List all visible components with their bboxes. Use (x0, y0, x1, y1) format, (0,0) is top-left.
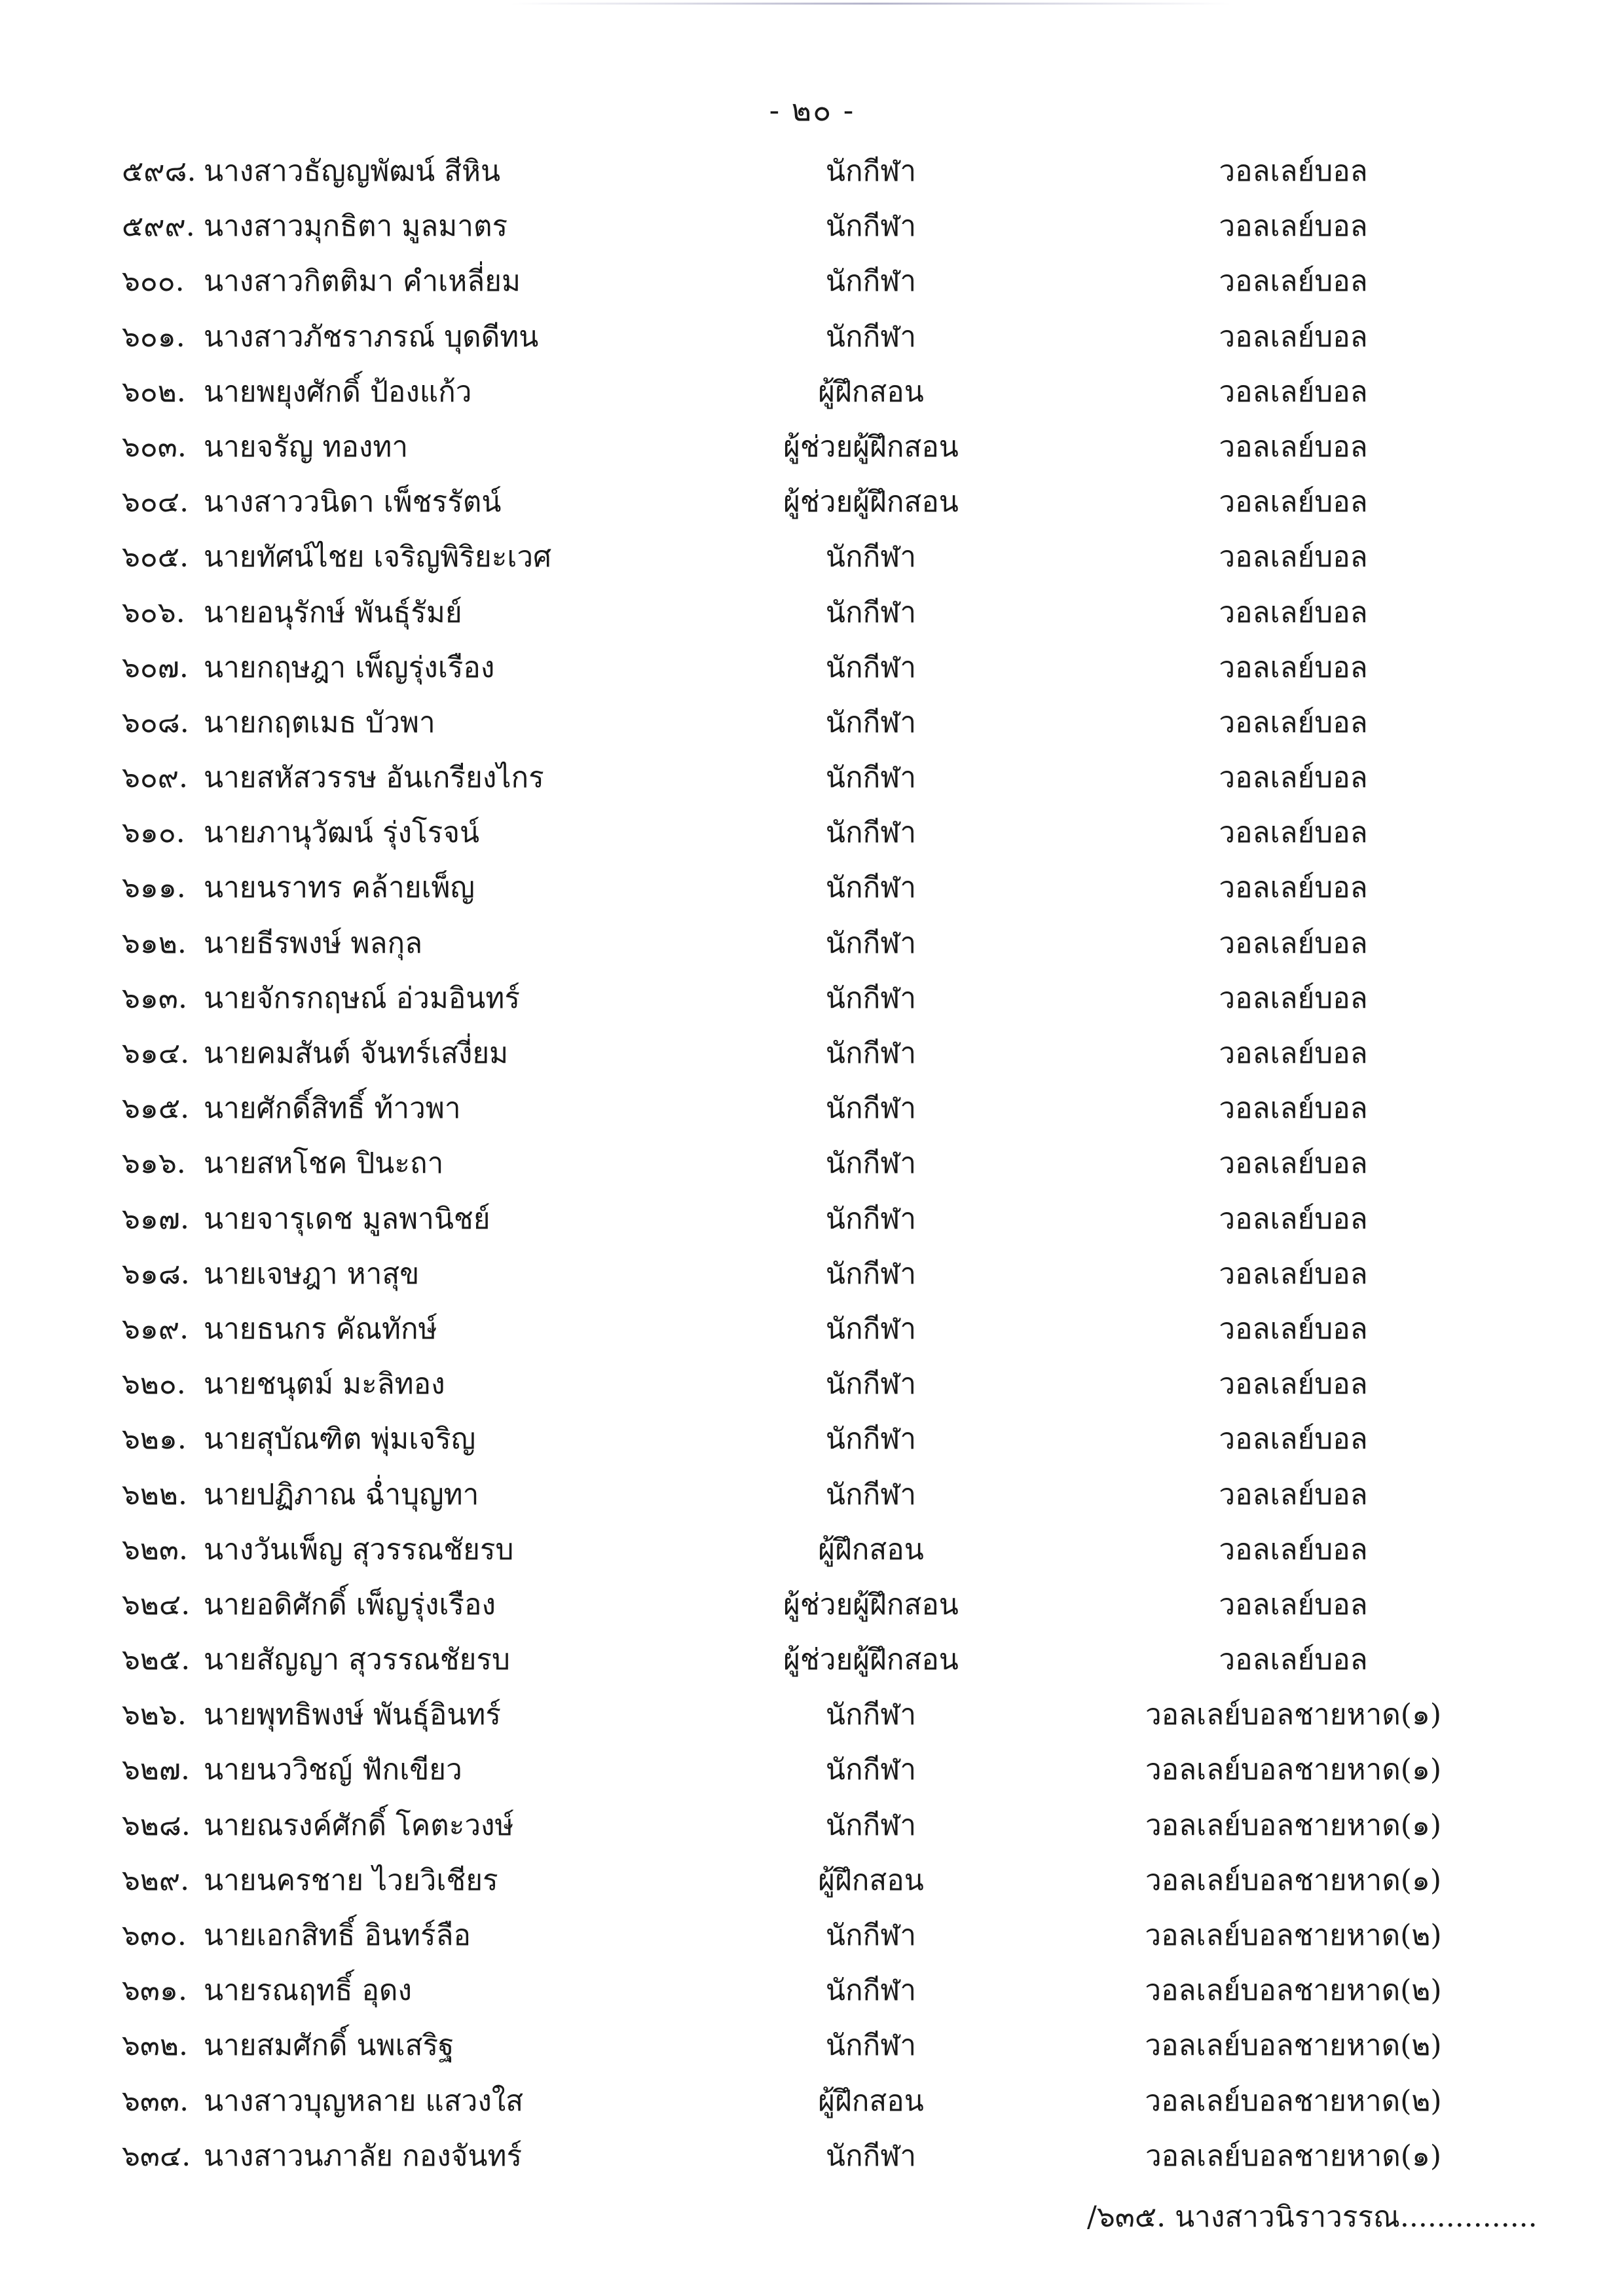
roster-row (0, 1523, 1624, 1578)
person-role: นักกีฬา (825, 816, 917, 850)
person-name: นางสาววนิดา เพ็ชรรัตน์ (204, 485, 502, 519)
sport-name: วอลเลย์บอล (1219, 265, 1368, 299)
person-name: นายสหัสวรรษ อันเกรียงไกร (204, 761, 544, 795)
sport-name: วอลเลย์บอลชายหาด(๑) (1145, 1753, 1442, 1787)
person-role: นักกีฬา (825, 1698, 917, 1732)
entry-number: ๖๒๕. (122, 1643, 191, 1677)
roster-row (0, 1026, 1624, 1081)
sport-name: วอลเลย์บอล (1219, 650, 1368, 684)
sport-name: วอลเลย์บอล (1219, 1477, 1368, 1511)
person-name: นายสัญญา สุวรรณชัยรบ (204, 1643, 510, 1677)
person-name: นายกฤษฎา เพ็ญรุ่งเรือง (204, 650, 495, 684)
person-role: นักกีฬา (825, 155, 917, 188)
sport-name: วอลเลย์บอล (1219, 1587, 1368, 1621)
entry-number: ๖๐๒. (122, 375, 186, 409)
sport-name: วอลเลย์บอล (1219, 761, 1368, 795)
person-name: นางสาวภัชราภรณ์ บุดดีทน (204, 320, 539, 354)
sport-name: วอลเลย์บอลชายหาด(๒) (1145, 1974, 1442, 2008)
person-role: ผู้ช่วยผู้ฝึกสอน (783, 1587, 959, 1621)
person-role: นักกีฬา (825, 1312, 917, 1346)
roster-row (0, 1192, 1624, 1247)
person-role: นักกีฬา (825, 1037, 917, 1070)
person-name: นางสาวกิตติมา คำเหลี่ยม (204, 265, 521, 299)
person-name: นายสุบัณฑิต พุ่มเจริญ (204, 1422, 476, 1456)
roster-row (0, 2129, 1624, 2184)
person-name: นายเอกสิทธิ์ อินทร์ลือ (204, 1919, 471, 1952)
roster-row (0, 1136, 1624, 1191)
roster-row (0, 1302, 1624, 1357)
sport-name: วอลเลย์บอล (1219, 1312, 1368, 1346)
person-name: นางวันเพ็ญ สุวรรณชัยรบ (204, 1532, 514, 1566)
person-name: นายทัศน์ไชย เจริญพิริยะเวศ (204, 540, 552, 574)
sport-name: วอลเลย์บอล (1219, 1643, 1368, 1677)
entry-number: ๖๒๘. (122, 1808, 191, 1842)
person-role: นักกีฬา (825, 1202, 917, 1236)
person-role: ผู้ช่วยผู้ฝึกสอน (783, 485, 959, 519)
entry-number: ๖๒๙. (122, 1863, 190, 1897)
person-name: นายปฏิภาณ ฉ่ำบุญทา (204, 1477, 479, 1511)
entry-number: ๖๒๔. (122, 1587, 191, 1621)
person-name: นายจักรกฤษณ์ อ่วมอินทร์ (204, 981, 520, 1015)
entry-number: ๖๑๕. (122, 1092, 190, 1126)
person-role: นักกีฬา (825, 2139, 917, 2173)
entry-number: ๖๒๒. (122, 1477, 187, 1511)
person-name: นายอดิศักดิ์ เพ็ญรุ่งเรือง (204, 1587, 496, 1621)
person-name: นายชนุตม์ มะลิทอง (204, 1367, 445, 1401)
sport-name: วอลเลย์บอล (1219, 1257, 1368, 1291)
roster-row (0, 585, 1624, 640)
person-role: นักกีฬา (825, 1092, 917, 1126)
sport-name: วอลเลย์บอลชายหาด(๑) (1145, 1698, 1442, 1732)
roster-row (0, 1578, 1624, 1633)
sport-name: วอลเลย์บอล (1219, 871, 1368, 905)
person-role: นักกีฬา (825, 1477, 917, 1511)
person-role: นักกีฬา (825, 926, 917, 960)
entry-number: ๖๒๑. (122, 1422, 187, 1456)
roster-row (0, 1247, 1624, 1302)
person-role: นักกีฬา (825, 981, 917, 1015)
sport-name: วอลเลย์บอล (1219, 926, 1368, 960)
entry-number: ๖๓๐. (122, 1919, 187, 1952)
person-name: นายคมสันต์ จันทร์เสงี่ยม (204, 1037, 509, 1070)
person-name: นายจารุเดช มูลพานิชย์ (204, 1202, 490, 1236)
person-role: นักกีฬา (825, 265, 917, 299)
entry-number: ๖๑๗. (122, 1202, 189, 1236)
person-role: นักกีฬา (825, 761, 917, 795)
sport-name: วอลเลย์บอล (1219, 430, 1368, 464)
roster-row (0, 1081, 1624, 1136)
roster-row (0, 2018, 1624, 2073)
person-role: นักกีฬา (825, 1808, 917, 1842)
person-role: นักกีฬา (825, 320, 917, 354)
entry-number: ๖๐๕. (122, 540, 189, 574)
person-name: นายสมศักดิ์ นพเสริฐ (204, 2029, 454, 2063)
entry-number: ๕๙๙. (122, 210, 195, 244)
person-role: นักกีฬา (825, 1147, 917, 1181)
entry-number: ๖๐๑. (122, 320, 185, 354)
sport-name: วอลเลย์บอล (1219, 1367, 1368, 1401)
sport-name: วอลเลย์บอล (1219, 1037, 1368, 1070)
roster-row (0, 1963, 1624, 2018)
roster-row (0, 805, 1624, 860)
person-name: นางสาวธัญญพัฒน์ สีหิน (204, 155, 501, 188)
entry-number: ๖๑๔. (122, 1037, 190, 1070)
roster-row (0, 310, 1624, 365)
person-role: ผู้ช่วยผู้ฝึกสอน (783, 430, 959, 464)
person-role: นักกีฬา (825, 705, 917, 739)
roster-row (0, 420, 1624, 475)
sport-name: วอลเลย์บอลชายหาด(๒) (1145, 1919, 1442, 1952)
entry-number: ๖๓๔. (122, 2139, 191, 2173)
roster-row (0, 860, 1624, 915)
roster-row (0, 199, 1624, 254)
person-role: นักกีฬา (825, 1367, 917, 1401)
sport-name: วอลเลย์บอลชายหาด(๑) (1145, 1863, 1442, 1897)
sport-name: วอลเลย์บอล (1219, 320, 1368, 354)
roster-row (0, 2074, 1624, 2129)
entry-number: ๕๙๘. (122, 155, 196, 188)
sport-name: วอลเลย์บอล (1219, 595, 1368, 629)
person-role: ผู้ฝึกสอน (818, 1532, 924, 1566)
person-role: นักกีฬา (825, 210, 917, 244)
sport-name: วอลเลย์บอล (1219, 816, 1368, 850)
sport-name: วอลเลย์บอล (1219, 210, 1368, 244)
sport-name: วอลเลย์บอล (1219, 1147, 1368, 1181)
person-name: นายพยุงศักดิ์ ป้องแก้ว (204, 375, 472, 409)
person-role: นักกีฬา (825, 1919, 917, 1952)
roster-row (0, 640, 1624, 695)
roster-row (0, 1633, 1624, 1688)
sport-name: วอลเลย์บอลชายหาด(๒) (1145, 2084, 1442, 2118)
person-name: นายภานุวัฒน์ รุ่งโรจน์ (204, 816, 480, 850)
roster-row (0, 695, 1624, 750)
person-role: นักกีฬา (825, 650, 917, 684)
roster-row (0, 1357, 1624, 1412)
person-name: นายนครชาย ไวยวิเชียร (204, 1863, 498, 1897)
person-role: ผู้ฝึกสอน (818, 375, 924, 409)
entry-number: ๖๐๙. (122, 761, 188, 795)
person-name: นายสหโชค ปินะถา (204, 1147, 444, 1181)
entry-number: ๖๐๗. (122, 650, 189, 684)
roster-row (0, 365, 1624, 420)
roster-row (0, 1908, 1624, 1963)
entry-number: ๖๐๘. (122, 705, 189, 739)
person-name: นายศักดิ์สิทธิ์ ท้าวพา (204, 1092, 461, 1126)
entry-number: ๖๐๖. (122, 595, 185, 629)
person-role: นักกีฬา (825, 871, 917, 905)
roster-row (0, 144, 1624, 199)
person-name: นายนราทร คล้ายเพ็ญ (204, 871, 475, 905)
person-role: นักกีฬา (825, 1422, 917, 1456)
continuation-note: /๖๓๕. นางสาวนิราวรรณ............... (1087, 2200, 1538, 2234)
entry-number: ๖๑๘. (122, 1257, 190, 1291)
person-name: นายอนุรักษ์ พันธุ์รัมย์ (204, 595, 462, 629)
entry-number: ๖๐๓. (122, 430, 187, 464)
entry-number: ๖๒๓. (122, 1532, 188, 1566)
person-role: ผู้ฝึกสอน (818, 2084, 924, 2118)
roster-list (0, 144, 1624, 2184)
person-role: นักกีฬา (825, 540, 917, 574)
sport-name: วอลเลย์บอล (1219, 981, 1368, 1015)
person-role: ผู้ช่วยผู้ฝึกสอน (783, 1643, 959, 1677)
roster-row (0, 1468, 1624, 1523)
person-name: นายจรัญ ทองทา (204, 430, 409, 464)
entry-number: ๖๑๑. (122, 871, 186, 905)
person-role: นักกีฬา (825, 595, 917, 629)
entry-number: ๖๐๔. (122, 485, 189, 519)
roster-row (0, 971, 1624, 1026)
entry-number: ๖๒๖. (122, 1698, 187, 1732)
entry-number: ๖๒๐. (122, 1367, 186, 1401)
person-role: นักกีฬา (825, 1257, 917, 1291)
roster-row (0, 1853, 1624, 1908)
sport-name: วอลเลย์บอล (1219, 1092, 1368, 1126)
roster-row (0, 1688, 1624, 1743)
page-number: - ๒๐ - (769, 92, 855, 128)
entry-number: ๖๑๒. (122, 926, 187, 960)
person-name: นายธนกร คัณทักษ์ (204, 1312, 437, 1346)
person-role: ผู้ฝึกสอน (818, 1863, 924, 1897)
person-role: นักกีฬา (825, 1753, 917, 1787)
sport-name: วอลเลย์บอล (1219, 1202, 1368, 1236)
sport-name: วอลเลย์บอลชายหาด(๑) (1145, 2139, 1442, 2173)
entry-number: ๖๑๐. (122, 816, 185, 850)
entry-number: ๖๑๖. (122, 1147, 186, 1181)
roster-row (0, 750, 1624, 805)
roster-row (0, 916, 1624, 971)
person-name: นายกฤตเมธ บัวพา (204, 705, 435, 739)
entry-number: ๖๓๒. (122, 2029, 188, 2063)
person-name: นายเจษฎา หาสุข (204, 1257, 420, 1291)
entry-number: ๖๐๐. (122, 265, 185, 299)
roster-row (0, 530, 1624, 585)
roster-row (0, 254, 1624, 309)
entry-number: ๖๓๓. (122, 2084, 189, 2118)
person-name: นางสาวนภาลัย กองจันทร์ (204, 2139, 523, 2173)
sport-name: วอลเลย์บอล (1219, 375, 1368, 409)
person-name: นายณรงค์ศักดิ์ โคตะวงษ์ (204, 1808, 514, 1842)
entry-number: ๖๑๙. (122, 1312, 189, 1346)
sport-name: วอลเลย์บอลชายหาด(๑) (1145, 1808, 1442, 1842)
person-name: นายพุทธิพงษ์ พันธุ์อินทร์ (204, 1698, 501, 1732)
sport-name: วอลเลย์บอล (1219, 1422, 1368, 1456)
sport-name: วอลเลย์บอล (1219, 1532, 1368, 1566)
roster-row (0, 1412, 1624, 1467)
sport-name: วอลเลย์บอล (1219, 705, 1368, 739)
sport-name: วอลเลย์บอล (1219, 540, 1368, 574)
sport-name: วอลเลย์บอล (1219, 485, 1368, 519)
person-role: นักกีฬา (825, 2029, 917, 2063)
entry-number: ๖๒๗. (122, 1753, 191, 1787)
roster-row (0, 1743, 1624, 1798)
sport-name: วอลเลย์บอล (1219, 155, 1368, 188)
person-name: นายนววิชญ์ ฟักเขียว (204, 1753, 462, 1787)
person-name: นายรณฤทธิ์ อุดง (204, 1974, 412, 2008)
sport-name: วอลเลย์บอลชายหาด(๒) (1145, 2029, 1442, 2063)
person-name: นายธีรพงษ์ พลกุล (204, 926, 423, 960)
scan-edge-line (511, 3, 1231, 5)
person-name: นางสาวมุกธิตา มูลมาตร (204, 210, 508, 244)
person-role: นักกีฬา (825, 1974, 917, 2008)
entry-number: ๖๑๓. (122, 981, 187, 1015)
person-name: นางสาวบุญหลาย แสวงใส (204, 2084, 524, 2118)
roster-row (0, 475, 1624, 530)
entry-number: ๖๓๑. (122, 1974, 187, 2008)
roster-row (0, 1798, 1624, 1853)
